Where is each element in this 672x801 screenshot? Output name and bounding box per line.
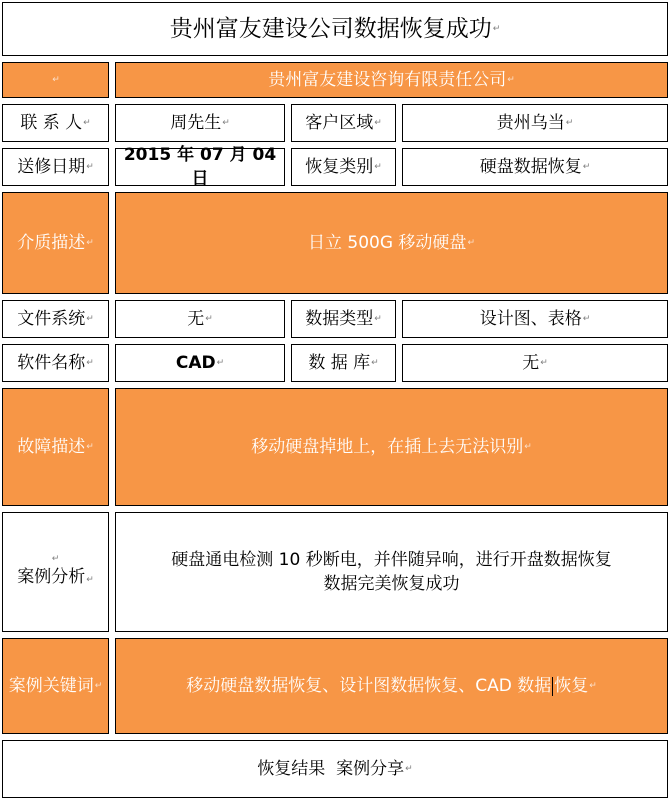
paragraph-mark: ↵: [589, 681, 597, 691]
recovery-type-value-cell: [402, 148, 668, 186]
analysis-label-cell: [2, 512, 109, 632]
region-label: 客户区域: [305, 113, 374, 133]
analysis-value-cell: [115, 512, 668, 632]
file-system-label-cell: [2, 300, 109, 338]
paragraph-mark: ↵: [374, 162, 382, 172]
paragraph-mark: ↵: [83, 118, 91, 128]
software-label: 软件名称: [17, 353, 86, 373]
paragraph-mark: ↵: [540, 358, 548, 368]
paragraph-mark: ↵: [565, 118, 574, 128]
region-label-cell: [291, 104, 396, 142]
paragraph-mark: ↵: [86, 358, 94, 368]
recovery-type-label: 恢复类别: [305, 157, 374, 177]
paragraph-mark: ↵: [52, 75, 60, 85]
database-label-cell: [291, 344, 396, 382]
fault-value: 移动硬盘掉地上，在插上去无法识别: [251, 437, 524, 457]
data-type-value-cell: [402, 300, 668, 338]
paragraph-mark: ↵: [374, 314, 382, 324]
contact-value-cell: [115, 104, 285, 142]
software-label-cell: [2, 344, 109, 382]
contact-label-cell: [2, 104, 109, 142]
date-label-cell: [2, 148, 109, 186]
footer-text: 恢复结果 案例分享: [257, 759, 405, 779]
media-label-cell: [2, 192, 109, 294]
paragraph-mark: ↵: [371, 358, 379, 368]
fault-label-cell: [2, 388, 109, 506]
paragraph-mark: ↵: [205, 314, 213, 324]
paragraph-mark: ↵: [86, 162, 94, 172]
file-system-value: 无: [187, 309, 205, 329]
fault-value-cell: [115, 388, 668, 506]
company-name-cell: [115, 62, 668, 98]
keywords-value-start: 移动硬盘数据恢复、设计图数据恢复、CAD 数据: [186, 676, 552, 696]
date-label: 送修日期: [17, 157, 86, 177]
paragraph-mark: ↵: [86, 314, 94, 324]
region-value: 贵州乌当: [496, 113, 565, 133]
paragraph-mark: ↵: [374, 118, 382, 128]
data-type-label: 数据类型: [305, 309, 374, 329]
title-text: 贵州富友建设公司数据恢复成功: [169, 16, 492, 42]
media-value: 日立 500G 移动硬盘: [308, 233, 467, 253]
paragraph-mark: ↵: [86, 574, 94, 585]
data-type-label-cell: [291, 300, 396, 338]
recovery-type-value: 硬盘数据恢复: [479, 157, 582, 177]
company-label-cell: [2, 62, 109, 98]
recovery-type-label-cell: [291, 148, 396, 186]
paragraph-mark: ↵: [507, 75, 515, 85]
keywords-value-end: 恢复: [554, 676, 589, 696]
paragraph-mark: ↵: [51, 553, 60, 564]
text-cursor: [552, 677, 553, 696]
contact-value: 周先生: [170, 113, 222, 133]
database-value-cell: [402, 344, 668, 382]
paragraph-mark: ↵: [222, 118, 230, 128]
paragraph-mark: ↵: [582, 162, 591, 172]
database-value: 无: [522, 353, 540, 373]
keywords-label-cell: [2, 638, 109, 734]
keywords-value-cell: [115, 638, 668, 734]
media-value-cell: [115, 192, 668, 294]
software-value: CAD: [175, 353, 216, 373]
fault-label: 故障描述: [17, 437, 86, 457]
database-label: 数 据 库: [308, 353, 371, 373]
media-label: 介质描述: [17, 233, 86, 253]
date-value: 2015 年 07 月 04 日: [123, 145, 277, 189]
file-system-label: 文件系统: [17, 309, 86, 329]
company-name: 贵州富友建设咨询有限责任公司: [268, 70, 507, 90]
paragraph-mark: ↵: [94, 681, 103, 691]
data-type-value: 设计图、表格: [479, 309, 582, 329]
footer-cell: [2, 740, 668, 798]
paragraph-mark: ↵: [582, 314, 591, 324]
paragraph-mark: ↵: [86, 238, 94, 248]
analysis-line-2: 数据完美恢复成功: [323, 574, 460, 594]
date-value-cell: [115, 145, 285, 189]
paragraph-mark: ↵: [216, 358, 225, 368]
contact-label: 联 系 人: [20, 113, 83, 133]
paragraph-mark: ↵: [524, 442, 532, 452]
analysis-line-1: 硬盘通电检测 10 秒断电，并伴随异响，进行开盘数据恢复: [171, 550, 612, 570]
analysis-label: 案例分析: [17, 566, 86, 587]
keywords-label: 案例关键词: [8, 676, 94, 696]
region-value-cell: [402, 104, 668, 142]
file-system-value-cell: [115, 300, 285, 338]
page-title: [2, 2, 668, 56]
paragraph-mark: ↵: [405, 764, 413, 774]
paragraph-mark: ↵: [492, 24, 501, 34]
paragraph-mark: ↵: [467, 238, 475, 248]
paragraph-mark: ↵: [86, 442, 94, 452]
software-value-cell: [115, 344, 285, 382]
